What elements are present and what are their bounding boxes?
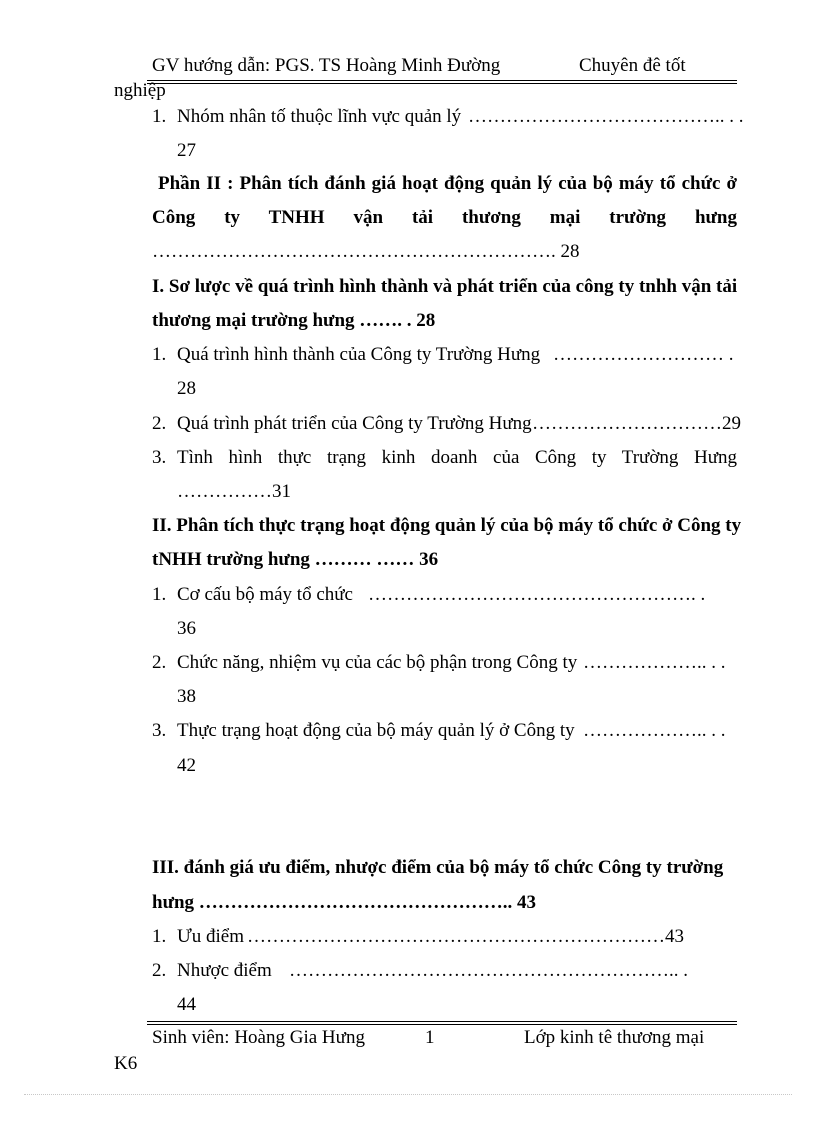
toc-a1-title: Nhóm nhân tố thuộc lĩnh vực quản lý — [177, 106, 462, 127]
toc-s1-1-page: 28 — [177, 378, 196, 399]
toc-s1-3-title: Tình hình thực trạng kinh doanh của Công ty Trường Hưng — [177, 447, 737, 468]
page-bottom-border — [24, 1094, 792, 1095]
toc-s1-3-number: 3. — [152, 447, 167, 468]
header-wrap: nghiệp — [114, 80, 166, 101]
toc-s2-3-page: 42 — [177, 755, 196, 776]
toc-s1-2-number: 2. — [152, 413, 167, 434]
toc-s3-1-number: 1. — [152, 926, 167, 947]
toc-s2-1-dots: ……………………………………………. . — [368, 584, 706, 605]
toc-s3-line2: hưng ………………………………………….. 43 — [152, 892, 537, 913]
toc-s1-line1: I. Sơ lược về quá trình hình thành và phát triển của công ty tnhh vận tải — [152, 276, 738, 297]
toc-s1-1-title: Quá trình hình thành của Công ty Trường Hưng — [177, 344, 541, 365]
toc-s1-1-dots: ……………………… . — [553, 344, 734, 365]
toc-s3-line1: III. đánh giá ưu điểm, nhược điểm của bộ máy tổ chức Công ty trường — [152, 857, 724, 878]
header-title: Chuyên đê tốt — [579, 55, 686, 76]
toc-part2-line1: Phần II : Phân tích đánh giá hoạt động quản lý của bộ máy tổ chức ở — [158, 173, 737, 194]
footer-class: Lớp kinh tê thương mại — [524, 1027, 705, 1048]
toc-s2-3-dots: ……………….. . . — [583, 720, 726, 741]
toc-s3-2-number: 2. — [152, 960, 167, 981]
toc-s2-3-number: 3. — [152, 720, 167, 741]
header-instructor: GV hướng dẫn: PGS. TS Hoàng Minh Đường — [152, 55, 501, 76]
header-rule-top — [147, 80, 737, 81]
footer-student: Sinh viên: Hoàng Gia Hưng — [152, 1027, 365, 1048]
toc-s2-1-page: 36 — [177, 618, 196, 639]
toc-s3-1-dots: …………………………………………………………43 — [247, 926, 684, 947]
toc-s2-line1: II. Phân tích thực trạng hoạt động quản lý của bộ máy tổ chức ở Công ty — [152, 515, 742, 536]
toc-s2-1-title: Cơ cấu bộ máy tổ chức — [177, 584, 353, 605]
toc-s1-2-dots: …………………………29 — [532, 413, 741, 434]
toc-s2-2-title: Chức năng, nhiệm vụ của các bộ phận trong Công ty — [177, 652, 578, 673]
toc-s3-2-page: 44 — [177, 994, 196, 1015]
toc-s3-2-dots: …………………………………………………….. . — [289, 960, 688, 981]
toc-part2-line3: ………………………………………………………. 28 — [152, 241, 580, 262]
header-rule-bottom — [147, 83, 737, 84]
toc-s3-1-title: Ưu điểm — [177, 926, 244, 947]
footer-rule-bottom — [147, 1024, 737, 1025]
footer-page-number: 1 — [425, 1027, 435, 1048]
toc-a1-dots: ………………………………….. . . — [468, 106, 744, 127]
toc-s1-1-number: 1. — [152, 344, 167, 365]
footer-wrap: K6 — [114, 1053, 138, 1074]
toc-s1-2-title: Quá trình phát triển của Công ty Trường Hưng — [177, 413, 532, 434]
toc-s1-3-cont: ……………31 — [177, 481, 291, 502]
footer-rule-top — [147, 1021, 737, 1022]
toc-a1-number: 1. — [152, 106, 167, 127]
toc-a1-page: 27 — [177, 140, 196, 161]
toc-s1-line2: thương mại trường hưng ……. . 28 — [152, 310, 436, 331]
toc-s3-2-title: Nhược điểm — [177, 960, 272, 981]
toc-s2-3-title: Thực trạng hoạt động của bộ máy quản lý ở Công ty — [177, 720, 575, 741]
toc-part2-line2: Công ty TNHH vận tải thương mại trường hưng — [152, 207, 737, 228]
toc-s2-2-dots: ……………….. . . — [583, 652, 726, 673]
toc-s2-2-number: 2. — [152, 652, 167, 673]
toc-s2-line2: tNHH trường hưng ……… …… 36 — [152, 549, 439, 570]
toc-s2-2-page: 38 — [177, 686, 196, 707]
toc-s2-1-number: 1. — [152, 584, 167, 605]
